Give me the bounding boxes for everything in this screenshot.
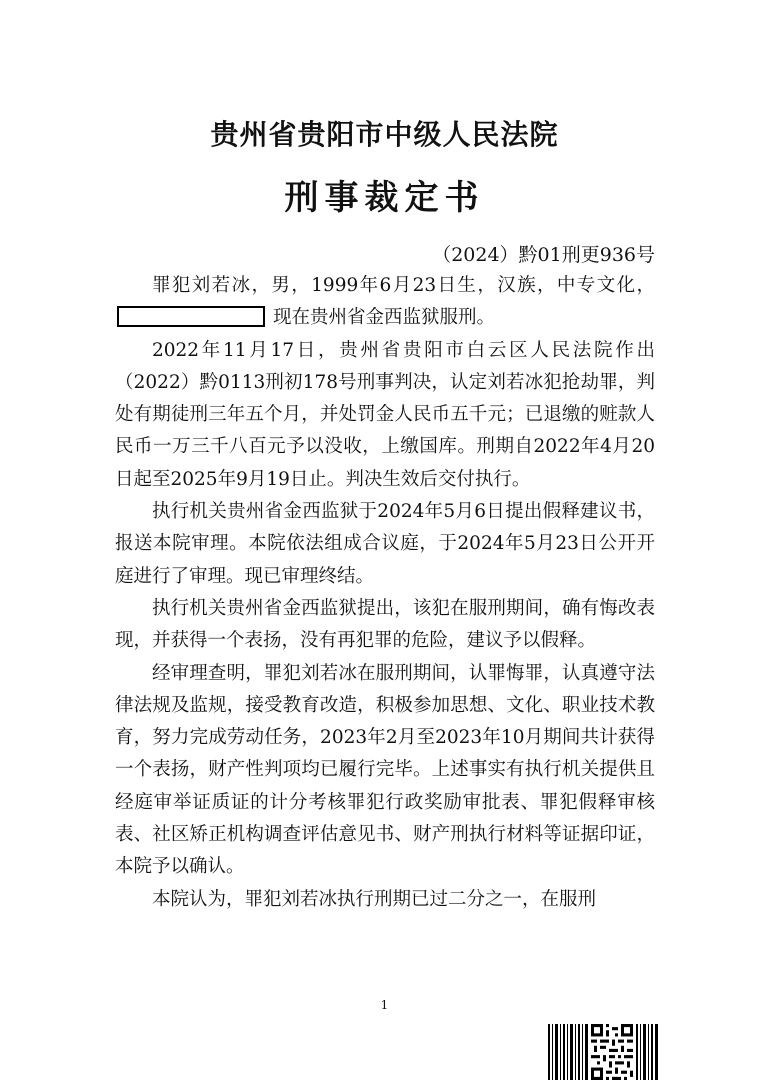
paragraph-executing-agency-claim: 执行机关贵州省金西监狱提出，该犯在服刑期间，确有悔改表现，并获得一个表扬，没有再犯罪的危险，建议予以假释。: [115, 597, 655, 652]
paragraph-parole-proposal: 执行机关贵州省金西监狱于2024年5月6日提出假释建议书，报送本院审理。本院依法组成合议庭，于2024年5月23日公开开庭进行了审理。现已审理终结。: [115, 501, 655, 587]
ruling-body: [115, 270, 655, 916]
barcode-icon: [548, 1024, 588, 1080]
defendant-location-text: 现在贵州省金西监狱服刑。: [273, 307, 496, 329]
paragraph-defendant-info: [115, 270, 655, 335]
document-type-title: 刑事裁定书: [284, 178, 485, 218]
paragraph-findings: 经审理查明，罪犯刘若冰在服刑期间，认罪悔罪，认真遵守法律法规及监规，接受教育改造，积极参加思想、文化、职业技术教育，努力完成劳动任务，2023年2月至2023年10月期间共计获得一个表扬，财产性判项均已履行完毕。上述事实有执行机关提供且经庭审举证质证的计分考核罪犯行政奖励审批表、罪犯假释审核表、社区矫正机构调查评估意见书、财产刑执行材料等证据印证，本院予以确认。: [115, 662, 655, 878]
barcode-icon: [636, 1024, 658, 1080]
page-number: 1: [380, 998, 389, 1012]
paragraph-court-opinion: 本院认为，罪犯刘若冰执行刑期已过二分之一，在服刑: [152, 888, 597, 910]
court-name: 贵州省贵阳市中级人民法院: [210, 118, 559, 151]
qr-code-icon: [591, 1024, 633, 1080]
defendant-info-text: 罪犯刘若冰，男，1999年6月23日生，汉族，中专文化，: [152, 275, 655, 296]
paragraph-original-judgment: 2022年11月17日，贵州省贵阳市白云区人民法院作出（2022）黔0113刑初178号刑事判决，认定刘若冰犯抢劫罪，判处有期徒刑三年五个月，并处罚金人民币五千元；已退缴的赃款人民币一万三千八百元予以没收，上缴国库。刑期自2022年4月20日起至2025年9月19日止。判决生效后交付执行。: [115, 339, 655, 490]
case-number: （2024）黔01刑更936号: [432, 244, 655, 266]
redaction-box: [117, 306, 265, 327]
